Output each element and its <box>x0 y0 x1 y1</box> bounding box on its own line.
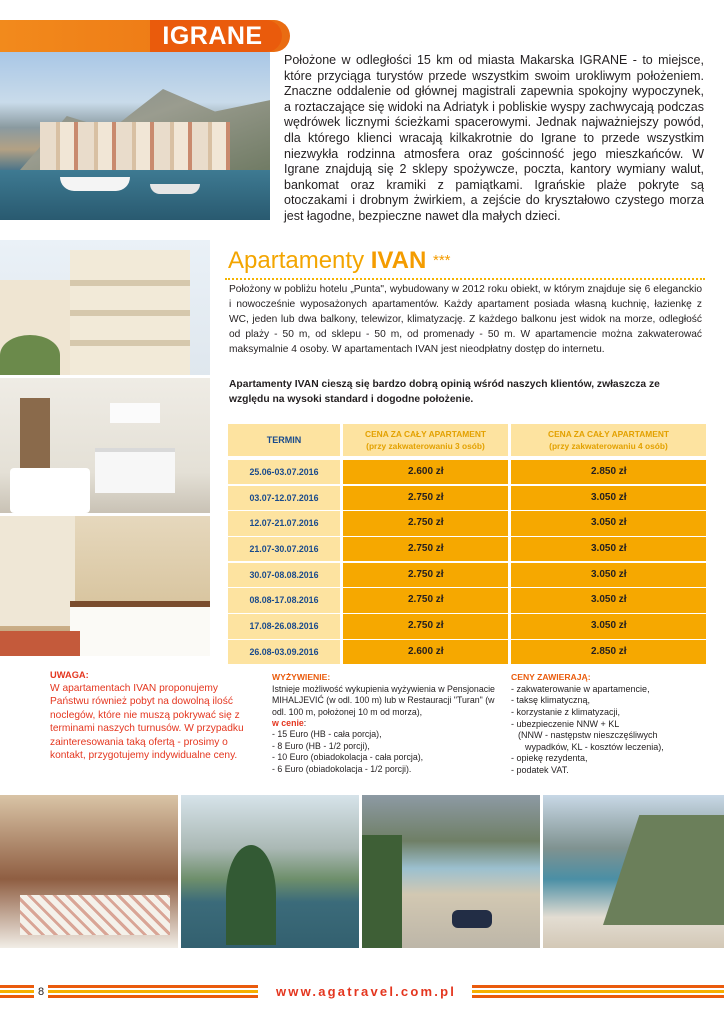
star-rating: *** <box>432 252 451 269</box>
table-row <box>228 460 706 484</box>
page-number: 8 <box>38 986 45 998</box>
list-item: - 8 Euro (HB - 1/2 porcji), <box>272 740 370 751</box>
price-4-cell: 3.050 zł <box>511 563 706 587</box>
food-text: Istnieje możliwość wykupienia wyżywienia w Pensjonacie MIHALJEVIĆ (w odl. 100 m) lub w Restauracji "Turan" (w odl. 100 m, położonej 10 m od morza), <box>272 683 495 717</box>
list-item: - ubezpieczenie NNW + KL <box>511 718 620 729</box>
table-row <box>228 511 706 535</box>
included-list <box>511 684 711 777</box>
footer-stripes-middle <box>48 985 258 999</box>
pebble-shore-photo <box>543 795 724 948</box>
notice-heading: UWAGA: <box>50 670 89 680</box>
list-item: - podatek VAT. <box>511 764 569 775</box>
list-item: - 6 Euro (obiadokolacja - 1/2 porcji). <box>272 763 412 774</box>
table-row <box>228 486 706 510</box>
table-row <box>228 640 706 664</box>
list-item: - 10 Euro (obiadokolacja - cała porcja), <box>272 752 424 763</box>
table-row <box>228 588 706 612</box>
apartment-heading <box>228 246 568 276</box>
table-header-price-4 <box>511 424 706 456</box>
term-cell: 03.07-12.07.2016 <box>228 486 340 510</box>
heading-name: IVAN <box>370 247 427 274</box>
igrane-town-photo <box>0 52 270 220</box>
website-link[interactable]: www.agatravel.com.pl <box>275 984 457 999</box>
notice-text: W apartamentach IVAN proponujemy Państwu również pobyt na dowolną ilość noclegów, które nie muszą pokrywać się z terminami naszych turnusów. W przypadku zainteresowania taką ofertą - prosimy o kontakt, przygotujemy indywidualne ceny. <box>50 682 244 762</box>
included-block <box>511 672 711 777</box>
included-heading: CENY ZAWIERAJĄ: <box>511 672 591 682</box>
header-price-3-subtitle: (przy zakwaterowaniu 3 osób) <box>366 441 485 451</box>
beach-promenade-photo <box>362 795 540 948</box>
price-4-cell: 3.050 zł <box>511 588 706 612</box>
kitchen-photo <box>0 378 210 513</box>
price-3-cell: 2.750 zł <box>343 486 508 510</box>
price-4-cell: 3.050 zł <box>511 511 706 535</box>
term-cell: 17.08-26.08.2016 <box>228 614 340 638</box>
bay-view-photo <box>181 795 359 948</box>
footer-stripes-left <box>0 985 34 999</box>
price-4-cell: 3.050 zł <box>511 614 706 638</box>
list-item: - opiekę rezydenta, <box>511 753 588 764</box>
header-price-4-title: CENA ZA CAŁY APARTAMENT <box>548 429 669 439</box>
food-price-label: w cenie <box>272 718 304 729</box>
apartment-highlight: Apartamenty IVAN cieszą się bardzo dobrą opinią wśród naszych klientów, zwłaszcza ze względu na wysoki standard i dogodne położenie. <box>229 379 660 406</box>
term-cell: 30.07-08.08.2016 <box>228 563 340 587</box>
table-row <box>228 537 706 561</box>
food-price-label-line <box>272 718 502 729</box>
price-table-body <box>228 460 706 666</box>
term-cell: 26.08-03.09.2016 <box>228 640 340 664</box>
list-item: - zakwaterowanie w apartamencie, <box>511 683 650 694</box>
notice-block <box>50 670 255 763</box>
price-3-cell: 2.750 zł <box>343 614 508 638</box>
list-item: - 15 Euro (HB - cała porcja), <box>272 729 382 740</box>
list-item: - korzystanie z klimatyzacji, <box>511 706 621 717</box>
price-3-cell: 2.750 zł <box>343 511 508 535</box>
list-item: (NNW - następstw nieszczęśliwych <box>518 730 658 741</box>
price-3-cell: 2.600 zł <box>343 640 508 664</box>
food-price-colon: : <box>303 718 307 729</box>
food-block <box>272 672 502 775</box>
bedroom-photo <box>0 516 210 656</box>
price-4-cell: 3.050 zł <box>511 537 706 561</box>
price-3-cell: 2.600 zł <box>343 460 508 484</box>
price-3-cell: 2.750 zł <box>343 588 508 612</box>
heading-divider <box>225 278 705 280</box>
heading-prefix: Apartamenty <box>228 247 365 274</box>
table-row <box>228 614 706 638</box>
price-4-cell: 2.850 zł <box>511 640 706 664</box>
restaurant-terrace-photo <box>0 795 178 948</box>
price-3-cell: 2.750 zł <box>343 537 508 561</box>
price-3-cell: 2.750 zł <box>343 563 508 587</box>
list-item: - taksę klimatyczną, <box>511 695 591 706</box>
intro-paragraph: Położone w odległości 15 km od miasta Makarska IGRANE - to miejsce, które przyciąga turystów przede wszystkim swoim urokliwym położeniem. Znaczne oddalenie od głównej magistrali zapewnia spokojny wypoczynek, a roztaczające się widoki na Adriatyk i pobliskie wyspy zachwycają podczas wędrówek licznymi ścieżkami spacerowymi. Jednak najważniejszy powód, dla którego klienci wracają kilkakrotnie do Igrane to przede wszystkim niezwykła rodzinna atmosfera oraz gościnność jego mieszkańców. W Igrane znajdują się 2 sklepy spożywcze, poczta, kantory wymiany walut, bankomat oraz kramiki z pamiątkami. Igrańskie plaże pokryte są otoczakami i drobnym żwirkiem, a zejście do kryształowo czystego morza jest łagodne, bezpieczne nawet dla małych dzieci. <box>284 53 704 223</box>
header-price-4-subtitle: (przy zakwaterowaniu 4 osób) <box>549 441 668 451</box>
table-header-term: TERMIN <box>228 424 340 456</box>
table-row <box>228 563 706 587</box>
price-4-cell: 2.850 zł <box>511 460 706 484</box>
list-item: wypadków, KL - kosztów leczenia), <box>525 741 664 752</box>
term-cell: 12.07-21.07.2016 <box>228 511 340 535</box>
food-price-list <box>272 729 502 775</box>
header-price-3-title: CENA ZA CAŁY APARTAMENT <box>365 429 486 439</box>
term-cell: 08.08-17.08.2016 <box>228 588 340 612</box>
term-cell: 21.07-30.07.2016 <box>228 537 340 561</box>
page-title: IGRANE <box>162 22 263 50</box>
term-cell: 25.06-03.07.2016 <box>228 460 340 484</box>
footer-stripes-right <box>472 985 724 999</box>
table-header-price-3 <box>343 424 508 456</box>
food-heading: WYŻYWIENIE: <box>272 672 331 682</box>
apartment-description: Położony w pobliżu hotelu „Punta", wybudowany w 2012 roku obiekt, w którym znajduje się 6 eleganckio i nowocześnie wyposażonych apartamentów. Każdy apartament posiada własną kuchnię, łazienkę z WC, jeden lub dwa balkony, telewizor, klimatyzację. Z każdego balkonu jest widok na morze, odległość od plaży - 50 m, od sklepu - 50 m, od promenady - 50 m. W apartamencie można zakwaterować maksymalnie 4 osoby. W apartamentach IVAN jest nieodpłatny dostęp do internetu. <box>229 284 702 356</box>
apartment-building-photo <box>0 240 210 375</box>
price-4-cell: 3.050 zł <box>511 486 706 510</box>
